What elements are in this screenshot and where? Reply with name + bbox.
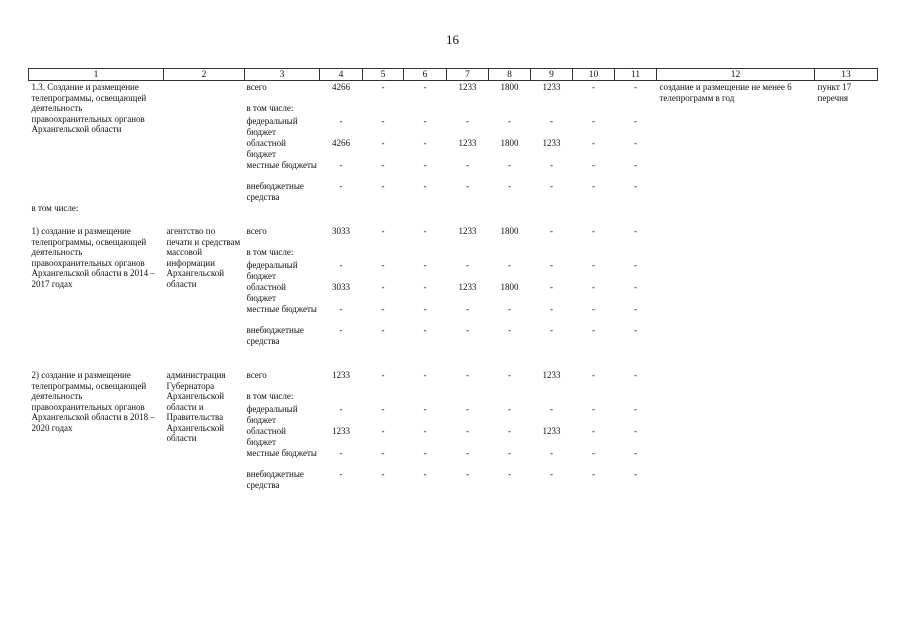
amount-cell: - — [423, 181, 427, 191]
amount-cell: - — [592, 448, 595, 458]
amount-cell: - — [339, 469, 343, 479]
amount-cell: - — [466, 160, 469, 170]
expected-result: создание и размещение не менее 6 телепрограмм в год — [659, 82, 792, 103]
amount-cell: 1233 — [458, 82, 477, 92]
amount-cell: - — [550, 160, 553, 170]
amount-cell: - — [592, 282, 595, 292]
amount-cell: - — [381, 226, 385, 236]
amount-cell — [320, 246, 363, 259]
amount-cell — [320, 102, 363, 115]
amount-cell: - — [508, 469, 511, 479]
amount-cell: - — [550, 404, 553, 414]
amount-cell: - — [381, 469, 385, 479]
amount-cell: - — [634, 181, 637, 191]
amount-cell: - — [466, 469, 469, 479]
amount-cell: - — [381, 404, 385, 414]
amount-cell: - — [466, 448, 469, 458]
amount-cell — [404, 102, 447, 115]
amount-cell: 4266 — [332, 138, 350, 148]
amount-cell — [447, 390, 489, 403]
amount-cell: - — [508, 304, 511, 314]
amount-cell — [531, 246, 573, 259]
amount-cell — [531, 390, 573, 403]
amount-cell — [615, 246, 657, 259]
amount-cell: 1800 — [500, 82, 519, 92]
amount-cell: - — [508, 426, 511, 436]
amount-cell: - — [592, 116, 595, 126]
section-gap — [29, 346, 878, 369]
amount-cell: 1800 — [500, 282, 519, 292]
amount-cell: - — [423, 325, 427, 335]
amount-cell: 1800 — [500, 226, 519, 236]
executor — [164, 81, 245, 203]
amount-cell: - — [508, 181, 511, 191]
funding-source: федеральный бюджет — [246, 404, 298, 425]
funding-source: внебюджетные средства — [246, 469, 304, 490]
program-table — [28, 68, 878, 490]
amount-cell — [489, 246, 531, 259]
column-number-row — [29, 69, 878, 81]
amount-cell: - — [466, 404, 469, 414]
expected-result — [657, 369, 815, 490]
amount-cell — [320, 390, 363, 403]
amount-cell: - — [634, 304, 637, 314]
funding-source: областной бюджет — [246, 138, 286, 159]
col-header: 1 — [29, 69, 164, 81]
amount-cell: 1233 — [458, 226, 477, 236]
funding-source: местные бюджеты — [246, 448, 317, 458]
amount-cell: - — [634, 448, 637, 458]
amount-cell: - — [634, 260, 637, 270]
amount-cell: - — [381, 160, 385, 170]
amount-cell: - — [381, 181, 385, 191]
amount-cell: - — [634, 325, 637, 335]
funding-source: внебюджетные средства — [246, 181, 304, 202]
amount-cell: - — [423, 304, 427, 314]
amount-cell — [363, 390, 404, 403]
amount-cell: - — [508, 325, 511, 335]
amount-cell: - — [381, 82, 385, 92]
amount-cell: - — [423, 260, 427, 270]
amount-cell: - — [423, 469, 427, 479]
funding-source: в том числе: — [246, 247, 294, 257]
amount-cell: - — [592, 82, 595, 92]
amount-cell: 1233 — [542, 370, 561, 380]
amount-cell — [404, 390, 447, 403]
amount-cell: - — [592, 260, 595, 270]
col-header: 2 — [164, 69, 245, 81]
amount-cell: 1233 — [542, 138, 561, 148]
amount-cell: - — [634, 82, 637, 92]
table-row — [29, 81, 878, 103]
amount-cell: - — [466, 260, 469, 270]
amount-cell: - — [381, 426, 385, 436]
amount-cell: - — [339, 181, 343, 191]
amount-cell: - — [381, 260, 385, 270]
amount-cell: - — [634, 160, 637, 170]
amount-cell — [404, 246, 447, 259]
amount-cell: - — [508, 404, 511, 414]
amount-cell: - — [592, 370, 595, 380]
amount-cell: - — [592, 160, 595, 170]
amount-cell: 3033 — [332, 282, 350, 292]
amount-cell: - — [508, 160, 511, 170]
amount-cell: - — [508, 260, 511, 270]
amount-cell — [363, 246, 404, 259]
table-row — [29, 369, 878, 390]
amount-cell: - — [550, 325, 553, 335]
amount-cell — [447, 102, 489, 115]
amount-cell: - — [423, 426, 427, 436]
subsection-heading: в том числе: — [31, 203, 79, 213]
expected-result — [657, 225, 815, 346]
amount-cell: - — [466, 116, 469, 126]
amount-cell — [573, 390, 615, 403]
col-header: 12 — [657, 69, 815, 81]
amount-cell: 1233 — [458, 282, 477, 292]
amount-cell: - — [423, 82, 427, 92]
amount-cell: - — [381, 370, 385, 380]
amount-cell: - — [381, 138, 385, 148]
reference: пункт 17 перечня — [817, 82, 852, 103]
amount-cell: - — [634, 116, 637, 126]
amount-cell: - — [508, 448, 511, 458]
amount-cell: - — [634, 282, 637, 292]
amount-cell — [531, 102, 573, 115]
col-header: 13 — [815, 69, 878, 81]
amount-cell: - — [592, 426, 595, 436]
amount-cell: - — [381, 304, 385, 314]
amount-cell — [573, 246, 615, 259]
executor: администрация Губернатора Архангельской области и Правительства Архангельской области — [166, 370, 226, 443]
amount-cell: - — [339, 448, 343, 458]
amount-cell: - — [381, 448, 385, 458]
amount-cell: - — [592, 226, 595, 236]
amount-cell: - — [550, 260, 553, 270]
funding-source: местные бюджеты — [246, 304, 317, 314]
amount-cell: - — [466, 304, 469, 314]
amount-cell — [489, 390, 531, 403]
amount-cell: - — [550, 282, 553, 292]
amount-cell: - — [423, 116, 427, 126]
col-header: 11 — [615, 69, 657, 81]
amount-cell: - — [339, 404, 343, 414]
amount-cell: - — [466, 426, 469, 436]
activity-description: 1.3. Создание и размещение телепрограммы, освещающей деятельность правоохранительных органов Архангельской области — [31, 82, 147, 134]
col-header: 3 — [245, 69, 320, 81]
gap-cell — [29, 346, 878, 369]
amount-cell — [615, 102, 657, 115]
amount-cell — [489, 102, 531, 115]
amount-cell: - — [550, 469, 553, 479]
activity-description: 1) создание и размещение телепрограммы, освещающей деятельность правоохранительных органов Архангельской области в 2014 – 2017 годах — [31, 226, 155, 289]
funding-source: областной бюджет — [246, 282, 286, 303]
amount-cell: - — [592, 181, 595, 191]
amount-cell: - — [423, 404, 427, 414]
funding-source: в том числе: — [246, 391, 294, 401]
amount-cell: 4266 — [332, 82, 350, 92]
amount-cell: 1233 — [542, 82, 561, 92]
amount-cell: - — [339, 116, 343, 126]
col-header: 5 — [363, 69, 404, 81]
amount-cell: - — [339, 160, 343, 170]
funding-source: всего — [246, 226, 267, 236]
amount-cell: - — [592, 325, 595, 335]
col-header: 7 — [447, 69, 489, 81]
amount-cell: - — [339, 304, 343, 314]
reference — [815, 225, 878, 346]
amount-cell: - — [634, 138, 637, 148]
amount-cell: - — [634, 469, 637, 479]
amount-cell: 1233 — [332, 426, 350, 436]
amount-cell: 1233 — [332, 370, 350, 380]
amount-cell: - — [592, 404, 595, 414]
amount-cell: - — [634, 370, 637, 380]
amount-cell: - — [381, 325, 385, 335]
amount-cell: - — [592, 138, 595, 148]
amount-cell: - — [466, 370, 469, 380]
amount-cell: - — [381, 282, 385, 292]
amount-cell: - — [508, 370, 511, 380]
executor: агентство по печати и средствам массовой информации Архангельской области — [166, 226, 241, 289]
amount-cell: - — [550, 181, 553, 191]
funding-source: федеральный бюджет — [246, 260, 298, 281]
amount-cell: - — [423, 138, 427, 148]
amount-cell — [447, 246, 489, 259]
amount-cell: - — [550, 226, 553, 236]
amount-cell: - — [381, 116, 385, 126]
amount-cell: - — [550, 304, 553, 314]
amount-cell: - — [423, 370, 427, 380]
amount-cell: 1233 — [458, 138, 477, 148]
amount-cell: - — [634, 226, 637, 236]
col-header: 4 — [320, 69, 363, 81]
amount-cell: - — [423, 226, 427, 236]
amount-cell: - — [508, 116, 511, 126]
amount-cell: - — [423, 282, 427, 292]
amount-cell: - — [466, 181, 469, 191]
col-header: 8 — [489, 69, 531, 81]
amount-cell: - — [634, 404, 637, 414]
amount-cell: - — [423, 160, 427, 170]
amount-cell: - — [592, 469, 595, 479]
activity-description: 2) создание и размещение телепрограммы, освещающей деятельность правоохранительных органов Архангельской области в 2018 – 2020 годах — [31, 370, 155, 433]
amount-cell: - — [592, 304, 595, 314]
amount-cell: 1800 — [500, 138, 519, 148]
col-header: 9 — [531, 69, 573, 81]
col-header: 6 — [404, 69, 447, 81]
funding-source: внебюджетные средства — [246, 325, 304, 346]
subsection-heading-row — [29, 202, 878, 225]
reference — [815, 369, 878, 490]
amount-cell: 3033 — [332, 226, 350, 236]
col-header: 10 — [573, 69, 615, 81]
amount-cell: - — [634, 426, 637, 436]
funding-source: местные бюджеты — [246, 160, 317, 170]
amount-cell: - — [550, 116, 553, 126]
table-row — [29, 225, 878, 246]
funding-source: всего — [246, 370, 267, 380]
amount-cell: - — [423, 448, 427, 458]
funding-source: в том числе: — [246, 103, 294, 113]
amount-cell — [573, 102, 615, 115]
funding-source: федеральный бюджет — [246, 116, 298, 137]
amount-cell: - — [466, 325, 469, 335]
amount-cell: - — [339, 260, 343, 270]
amount-cell: - — [339, 325, 343, 335]
funding-source: всего — [246, 82, 267, 92]
funding-source: областной бюджет — [246, 426, 286, 447]
page-number: 16 — [446, 32, 459, 47]
amount-cell: 1233 — [542, 426, 561, 436]
amount-cell — [615, 390, 657, 403]
amount-cell — [363, 102, 404, 115]
amount-cell: - — [550, 448, 553, 458]
